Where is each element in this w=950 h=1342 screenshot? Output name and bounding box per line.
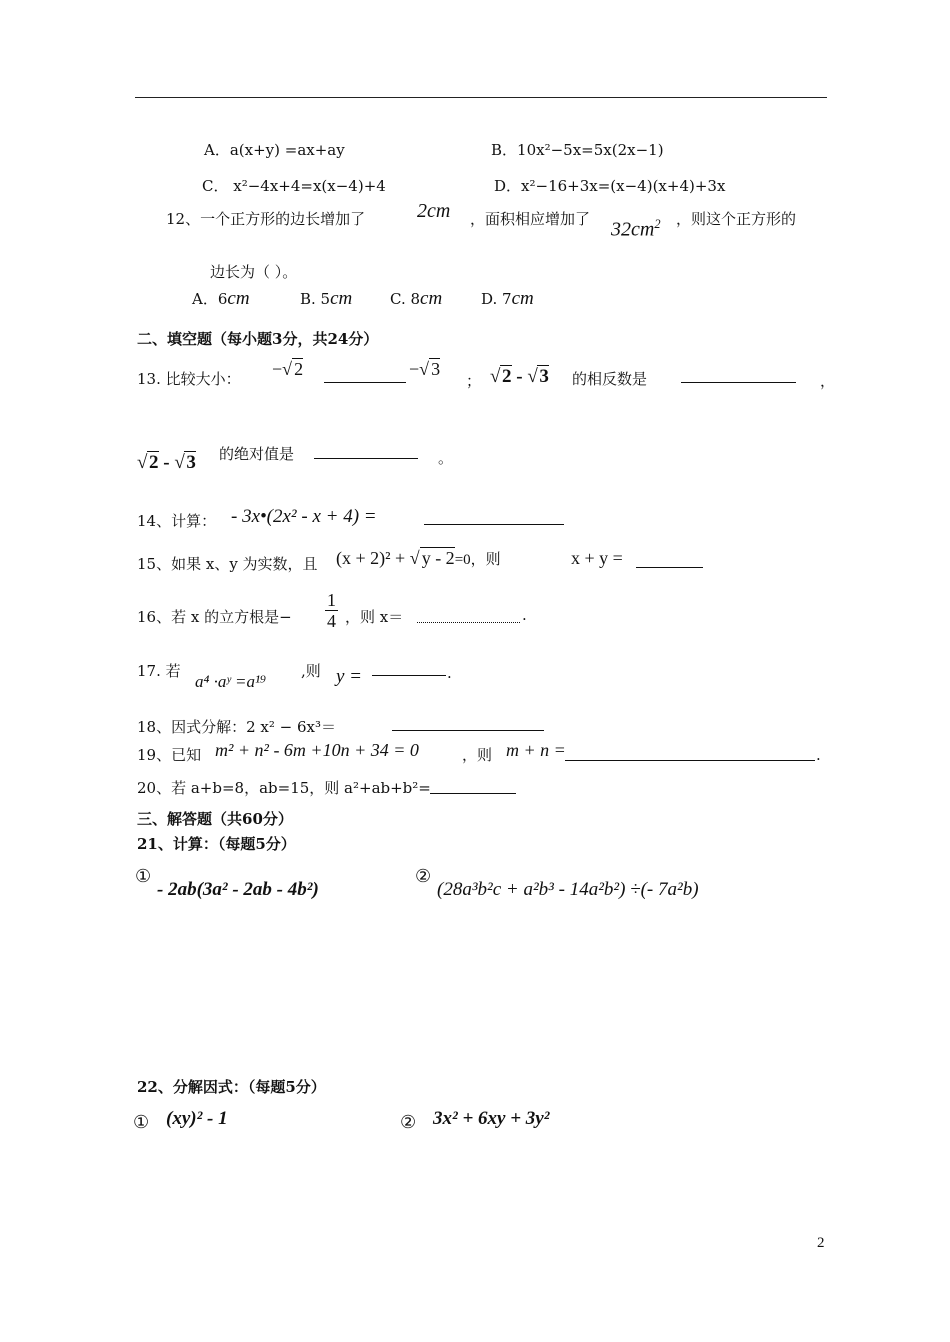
q13-opposite-blank[interactable]: [681, 368, 796, 383]
q13-comma: ，: [820, 372, 836, 390]
q17-label: 17. 若: [137, 662, 181, 680]
q13-abs-expression: √ 2 - √ 3: [137, 452, 196, 473]
section-2-heading: 二、填空题（每小题3分，共24分）: [137, 330, 379, 348]
q17-end: .: [447, 664, 452, 682]
q22-part1-mark: ①: [133, 1112, 150, 1133]
q16-label: 16、若 x 的立方根是−: [137, 608, 292, 626]
q19-answer-blank[interactable]: [565, 746, 815, 761]
q13-period: 。: [438, 449, 454, 467]
q12-option-b: B. 5cm: [300, 288, 353, 309]
q15-answer-blank[interactable]: [636, 553, 703, 568]
q13-neg-sqrt2: − √ 2: [272, 359, 304, 379]
q22-part1-expression: (xy)² - 1: [166, 1108, 228, 1129]
q11-option-b: B．10x²−5x=5x(2x−1): [491, 141, 664, 159]
q21-title: 21、计算：（每题5分）: [137, 835, 296, 853]
q18-answer-blank[interactable]: [392, 716, 544, 731]
q12-line1-mid: ，面积相应增加了: [470, 210, 591, 228]
q16-post: ，则 x＝: [345, 608, 404, 626]
q22-part2-expression: 3x² + 6xy + 3y²: [433, 1108, 550, 1129]
q18-text: 18、因式分解：2 x² − 6x³＝: [137, 718, 336, 736]
section-3-heading: 三、解答题（共60分）: [137, 810, 293, 828]
q22-part2-mark: ②: [400, 1112, 417, 1133]
q19-then: ，则: [462, 746, 493, 764]
q14-expression: - 3x•(2x² - x + 4) =: [231, 506, 377, 527]
q17-y: y =: [336, 666, 363, 687]
q19-expression: m² + n² - 6m +10n + 34 = 0: [215, 740, 419, 760]
q13-neg-sqrt3: − √ 3: [409, 359, 441, 379]
q12-length: 2cm: [417, 200, 451, 222]
q12-line1-pre: 12、一个正方形的边长增加了: [166, 210, 366, 228]
q20-text: 20、若 a+b=8，ab=15，则 a²+ab+b²=: [137, 779, 431, 797]
q14-label: 14、计算：: [137, 512, 217, 530]
q15-label: 15、如果 x、y 为实数，且: [137, 555, 318, 573]
q13-opposite-text: 的相反数是: [572, 370, 648, 388]
q17-answer-blank[interactable]: [372, 664, 446, 676]
q12-line2: 边长为（ ）。: [210, 263, 298, 281]
q17-then: ,则: [301, 662, 321, 680]
q13-abs-text: 的绝对值是: [219, 445, 295, 463]
q15-xy: x + y =: [571, 548, 623, 568]
q13-semicolon: ；: [466, 372, 482, 390]
q11-option-d: D．x²−16+3x=(x−4)(x+4)+3x: [494, 177, 726, 195]
q14-answer-blank[interactable]: [424, 510, 564, 525]
page-number: 2: [817, 1235, 825, 1251]
q21-part1-expression: - 2ab(3a² - 2ab - 4b²): [157, 879, 319, 900]
q19-label: 19、已知: [137, 746, 202, 764]
q11-option-a: A．a(x+y) =ax+ay: [204, 141, 345, 159]
q12-option-c: C. 8cm: [390, 288, 443, 309]
q16-fraction: $\frac{1}{4}$: [327, 590, 336, 631]
q16-answer-blank[interactable]: [417, 608, 520, 623]
q12-line1-post: ，则这个正方形的: [676, 210, 797, 228]
q20-answer-blank[interactable]: [430, 779, 516, 794]
q19-end: .: [816, 746, 821, 764]
q21-part2-expression: (28a³b²c + a²b³ - 14a²b²) ÷(- 7a²b): [437, 879, 699, 900]
q21-part1-mark: ①: [135, 866, 152, 887]
q15-expression: (x + 2)² + √ y - 2=0，则: [336, 548, 501, 568]
q13-abs-blank[interactable]: [314, 444, 418, 459]
q11-option-c: C． x²−4x+4=x(x−4)+4: [202, 177, 386, 195]
q12-option-a: A．6cm: [192, 288, 250, 309]
q12-option-d: D. 7cm: [481, 288, 534, 309]
q22-title: 22、分解因式：（每题5分）: [137, 1078, 326, 1096]
q21-part2-mark: ②: [415, 866, 432, 887]
q13-compare-blank[interactable]: [324, 368, 406, 383]
q16-end: .: [522, 606, 527, 624]
q17-expression: a⁴ ·aʸ =a¹⁹: [195, 672, 266, 691]
q13-expression: √ 2 - √ 3: [490, 366, 549, 387]
q19-mn: m + n =: [506, 740, 566, 760]
q12-area: $32cm^2$: [611, 217, 661, 241]
header-rule: [135, 97, 827, 98]
q13-label: 13. 比较大小：: [137, 370, 241, 388]
